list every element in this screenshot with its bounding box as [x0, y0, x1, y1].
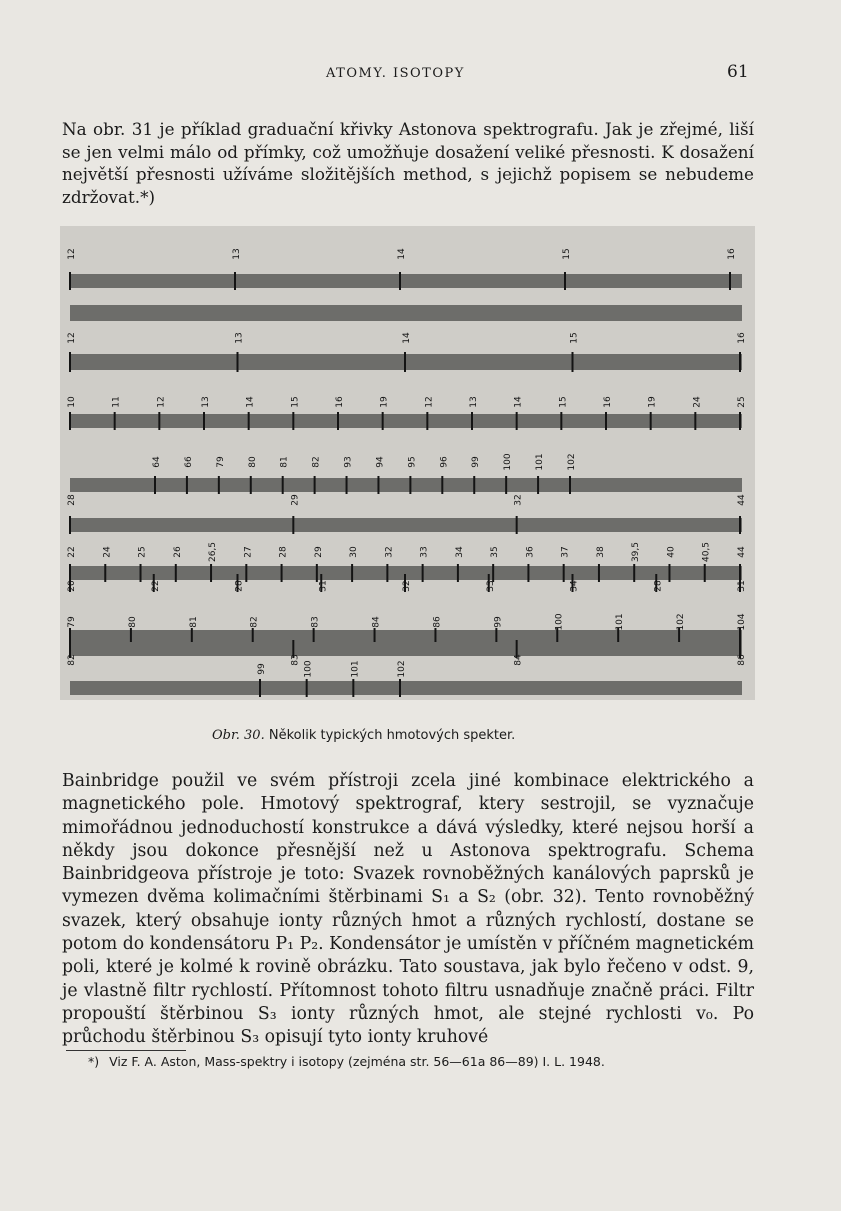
mass-label: 28: [234, 580, 245, 592]
mass-label: 27: [243, 546, 254, 558]
mass-label: 66: [183, 456, 194, 468]
mass-label: 96: [439, 456, 450, 468]
mass-label: 93: [343, 456, 354, 468]
spectrum-strip: [70, 642, 742, 656]
page-number: 61: [727, 62, 749, 82]
mass-label: 34: [454, 546, 465, 558]
mass-label: 40: [666, 546, 677, 558]
footnote: [88, 1054, 605, 1069]
mass-label: 104: [737, 613, 747, 631]
mass-label: 12: [424, 396, 435, 408]
mass-label: 102: [567, 453, 577, 471]
mass-label: 94: [375, 456, 386, 468]
paragraph-top: Na obr. 31 je příklad graduační křivky Astonova spektrografu. Jak je zřejmé, liší se jen velmi málo od přímky, což umožňuje dosažení veliké přesnosti. K dosažení největší přesnosti užíváme složitějších method, s jejichž popisem se nebudeme zdržovat.*): [62, 119, 754, 207]
mass-label: 34: [569, 580, 580, 592]
mass-label: 44: [737, 494, 747, 506]
mass-label: 16: [727, 248, 737, 260]
mass-label: 82: [311, 456, 322, 468]
mass-label: 16: [335, 396, 345, 408]
mass-label: 99: [257, 663, 267, 675]
mass-label: 32: [513, 494, 524, 506]
mass-label: 32: [402, 580, 412, 592]
mass-label: 12: [67, 332, 77, 344]
spectrum-strip: [70, 478, 742, 492]
paragraph-bottom: Bainbridge použil ve svém přístroji zcela jiné kombinace elektrického a magnetického pole. Hmotový spektrograf, ktery sestrojil, se vyznačuje mimořádnou jednoduchostí konstrukce a dává výsledky, které nejsou horší a někdy jsou dokonce přesnější než u Astonova spektrografu. Schema Bainbridgeova přístroje je toto: Svazek rovnoběžných kanálových paprsků je vymezen dvěma kolimačními štěrbinami S₁ a S₂ (obr. 32). Tento rovnoběžný svazek, který obsahuje ionty různých hmot a různých rychlostí, dostane se potom do kondensátoru P₁ P₂. Kondensátor je umístěn v příčném magnetickém poli, které je kolmé k rovině obrázku. Tato soustava, jak bylo řečeno v odst. 9, je vlastně filtr rychlostí. Přítomnost tohoto filtru usnadňuje značně práci. Filtr propouští štěrbinou S₃ ionty různých hmot, ale stejné rychlosti v₀. Po průchodu štěrbinou S₃ opisují tyto ionty kruhové: [62, 771, 754, 1048]
mass-label: 79: [215, 456, 226, 468]
spectrum-strip: [70, 681, 742, 695]
mass-label: 35: [490, 546, 501, 558]
mass-label: 64: [152, 456, 162, 468]
mass-label: 26: [172, 546, 183, 558]
mass-label: 86: [737, 654, 747, 666]
mass-label: 12: [156, 396, 167, 408]
mass-label: 44: [737, 546, 747, 558]
mass-label: 95: [407, 456, 418, 468]
mass-label: 80: [247, 456, 258, 468]
mass-label: 38: [595, 546, 606, 558]
footnote-mark: *): [88, 1054, 100, 1069]
mass-label: 25: [137, 546, 148, 558]
mass-label: 36: [525, 546, 536, 558]
mass-label: 12: [67, 248, 77, 260]
mass-label: 22: [150, 580, 161, 592]
footnote-text: Viz F. A. Aston, Mass-spektry i isotopy (zejména str. 56—61a 86—89) I. L. 1948.: [109, 1054, 605, 1069]
mass-label: 13: [232, 248, 242, 260]
mass-label: 29: [313, 546, 324, 558]
mass-label: 33: [419, 546, 430, 558]
mass-label: 10: [67, 396, 77, 408]
mass-label: 28: [653, 580, 664, 592]
mass-label: 19: [379, 396, 390, 408]
mass-label: 100: [554, 613, 565, 631]
mass-label: 13: [201, 396, 211, 408]
mass-label: 102: [397, 660, 407, 678]
figure-caption: [212, 728, 515, 743]
mass-label: 31: [737, 580, 747, 592]
spectrum-strip: [70, 630, 742, 644]
mass-label: 32: [384, 546, 395, 558]
mass-spectra-figure: [60, 226, 755, 700]
mass-label: 30: [349, 546, 360, 558]
mass-label: 40,5: [701, 541, 712, 563]
mass-label: 29: [290, 494, 301, 506]
mass-label: 19: [647, 396, 658, 408]
mass-label: 14: [245, 396, 256, 408]
mass-label: 15: [562, 248, 572, 260]
mass-label: 82: [67, 654, 77, 666]
mass-label: 83: [310, 616, 321, 628]
mass-label: 84: [513, 654, 524, 666]
mass-label: 14: [402, 332, 412, 344]
spectra-plate: [60, 226, 755, 700]
mass-label: 79: [67, 616, 77, 628]
mass-label: 15: [569, 332, 580, 344]
spectrum-strip: [70, 274, 742, 288]
mass-label: 15: [558, 396, 569, 408]
footnote-rule: [66, 1050, 186, 1051]
mass-label: 13: [469, 396, 479, 408]
mass-label: 100: [503, 453, 514, 471]
mass-label: 101: [350, 660, 361, 678]
mass-label: 33: [485, 580, 496, 592]
mass-label: 20: [67, 580, 77, 592]
mass-label: 83: [290, 654, 301, 666]
mass-label: 99: [493, 616, 504, 628]
spectrum-strip: [70, 305, 742, 321]
mass-label: 81: [279, 456, 290, 468]
mass-label: 82: [249, 616, 260, 628]
mass-label: 24: [692, 396, 703, 408]
mass-label: 28: [67, 494, 77, 506]
spectrum-strip: [70, 518, 742, 532]
caption-label: Obr. 30.: [212, 728, 265, 743]
mass-label: 31: [318, 580, 329, 592]
mass-label: 84: [371, 616, 382, 628]
mass-label: 37: [560, 546, 571, 558]
mass-label: 99: [471, 456, 482, 468]
mass-label: 28: [278, 546, 289, 558]
caption-text: Několik typických hmotových spekter.: [268, 728, 516, 743]
spectrum-strip: [70, 414, 742, 428]
mass-label: 25: [737, 396, 747, 408]
mass-label: 16: [737, 332, 747, 344]
mass-label: 101: [535, 453, 546, 471]
mass-label: 15: [290, 396, 301, 408]
mass-label: 100: [303, 660, 314, 678]
mass-label: 16: [603, 396, 613, 408]
mass-label: 14: [513, 396, 524, 408]
mass-label: 101: [615, 613, 626, 631]
running-head: ATOMY. ISOTOPY: [326, 66, 465, 81]
mass-label: 22: [67, 546, 77, 558]
mass-label: 81: [188, 616, 199, 628]
mass-label: 102: [676, 613, 687, 631]
mass-label: 11: [111, 396, 122, 408]
mass-label: 14: [397, 248, 407, 260]
mass-label: 26,5: [208, 541, 219, 563]
mass-label: 86: [432, 616, 443, 628]
mass-label: 24: [102, 546, 113, 558]
mass-label: 39,5: [631, 541, 642, 563]
mass-label: 80: [127, 616, 138, 628]
mass-label: 13: [234, 332, 245, 344]
